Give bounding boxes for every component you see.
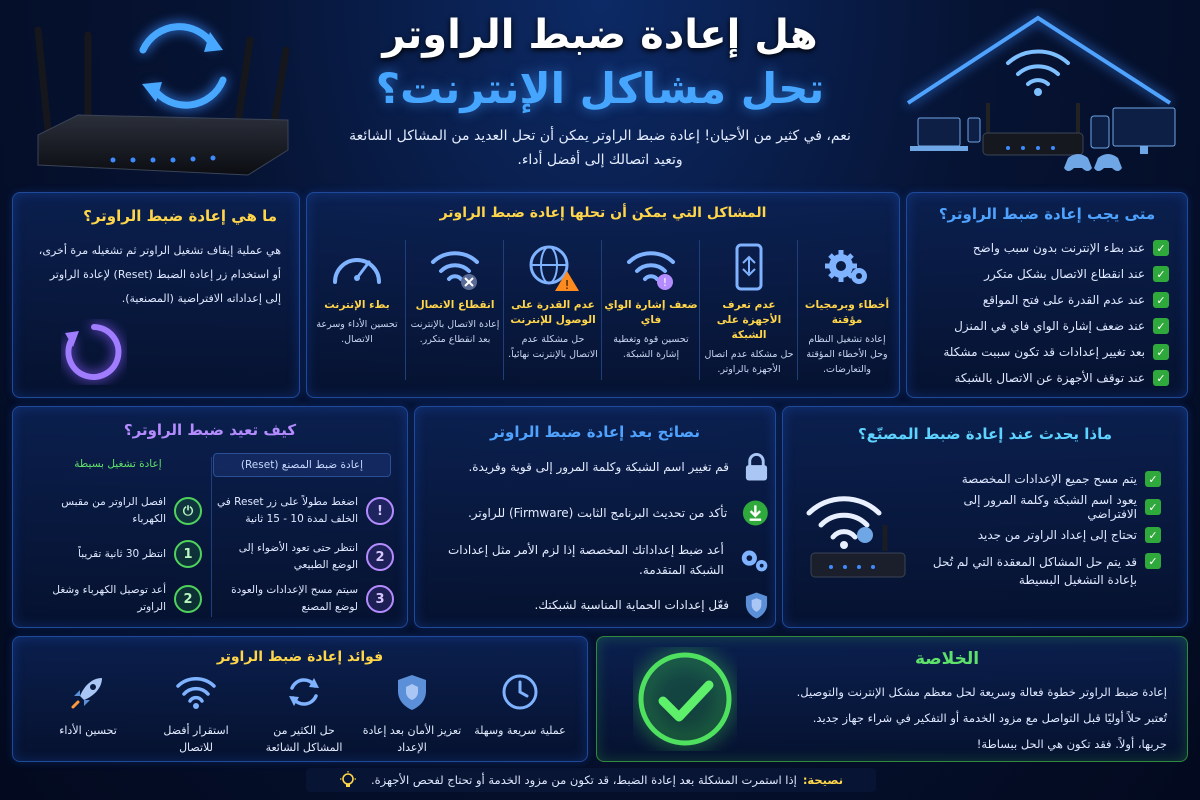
when-list [919, 235, 1169, 391]
house-devices-illustration [888, 8, 1188, 186]
simple-step: ⏻ افصل الراوتر من مقبس الكهرباء [40, 494, 202, 528]
check-icon: ✓ [1153, 292, 1169, 308]
tips-title: نصائح بعد إعادة ضبط الراوتر [490, 423, 700, 441]
problem-no-internet: ! عدم القدرة على الوصول للإنترنت حل مشكلة عدم الاتصال بالإنترنت نهائياً. [506, 240, 600, 362]
factory-step: 2 انتظر حتى تعود الأضواء إلى الوضع الطبيعي [210, 540, 394, 574]
shield-icon [392, 672, 432, 712]
router-wifi-icon [801, 483, 913, 587]
what-title: ما هي إعادة ضبط الراوتر؟ [83, 207, 277, 225]
how-title: كيف تعيد ضبط الراوتر؟ [123, 421, 297, 439]
benefit-item: تحسين الأداء [38, 672, 138, 739]
when-panel [906, 192, 1188, 398]
check-icon: ✓ [1153, 240, 1169, 256]
refresh-icon [284, 672, 324, 712]
problems-title: المشاكل التي يمكن أن تحلها إعادة ضبط الراوتر [439, 205, 767, 221]
footer-tip-text: إذا استمرت المشكلة بعد إعادة الضبط، قد تكون من مزود الخدمة أو تحتاج لفحص الأجهزة. [370, 773, 797, 787]
when-item: ✓ عند انقطاع الاتصال بشكل متكرر [919, 261, 1169, 287]
tip-item: أعد ضبط إعداداتك المخصصة إذا لزم الأمر مثل إعدادات الشبكة المتقدمة. [440, 540, 770, 580]
power-icon: ⏻ [174, 497, 202, 525]
factory-step: 3 سيتم مسح الإعدادات والعودة لوضع المصنع [210, 582, 394, 616]
when-title: متى يجب إعادة ضبط الراوتر؟ [938, 205, 1156, 223]
intro-text [300, 124, 900, 172]
intro-line2: وتعيد اتصالك إلى أفضل أداء. [517, 152, 683, 168]
check-icon: ✓ [1153, 266, 1169, 282]
what-description: هي عملية إيقاف تشغيل الراوتر ثم تشغيله مرة أخرى، أو استخدام زر إعادة الضبط (Reset) لإعادة الراوتر إلى إعداداته الافتراضية (المصنعية). [38, 244, 281, 305]
factory-reset-label: إعادة ضبط المصنع (Reset) [213, 453, 391, 477]
factory-item: ✓ تحتاج إلى إعداد الراوتر من جديد [915, 521, 1161, 549]
gears-icon [819, 244, 875, 292]
intro-line1: نعم، في كثير من الأحيان! إعادة ضبط الراوتر يمكن أن تحل العديد من المشاكل الشائعة [349, 128, 851, 144]
when-item: ✓ عند توقف الأجهزة عن الاتصال بالشبكة [919, 365, 1169, 391]
download-icon [741, 498, 770, 528]
simple-step: 1 انتظر 30 ثانية تقريباً [40, 540, 202, 568]
step-number-icon: 2 [174, 585, 202, 613]
shield-icon [743, 590, 770, 620]
refresh-icon [61, 319, 127, 385]
clock-icon [500, 672, 540, 712]
tip-item: فعّل إعدادات الحماية المناسبة لشبكتك. [440, 590, 770, 620]
simple-step: 2 أعد توصيل الكهرباء وشغل الراوتر [40, 582, 202, 616]
phone-icon [729, 243, 769, 293]
conclusion-text: إعادة ضبط الراوتر خطوة فعالة وسريعة لحل معظم مشكل الإنترنت والتوصيل. تُعتبر حلاً أوليًا قبل التواصل مع مزود الخدمة أو التفكير في شراء جهاز جديد. جربها، أولاً. فقد تكون هي الحل ببساطة! [796, 685, 1167, 751]
problem-weak-wifi: ! ضعف إشارة الواي فاي تحسين قوة وتغطية إشارة الشبكة. [604, 240, 698, 362]
page-title-line2: تحل مشاكل الإنترنت؟ [375, 64, 825, 113]
when-item: ✓ عند بطء الإنترنت بدون سبب واضح [919, 235, 1169, 261]
step-number-icon: 3 [366, 585, 394, 613]
problem-temp-errors: أخطاء وبرمجيات مؤقتة إعادة تشغيل النظام وحل الأخطاء المؤقتة والتعارضات. [800, 240, 894, 377]
when-item: ✓ بعد تغيير إعدادات قد تكون سببت مشكلة [919, 339, 1169, 365]
when-item: ✓ عند ضعف إشارة الواي فاي في المنزل [919, 313, 1169, 339]
benefit-item: تعزيز الأمان بعد إعادة الإعداد [362, 672, 462, 756]
conclusion-title: الخلاصة [914, 649, 980, 669]
footer-tip-label: نصيحة: [802, 773, 844, 787]
wifi-off-icon [427, 244, 483, 292]
benefit-item: عملية سريعة وسهلة [470, 672, 570, 739]
tip-item: قم تغيير اسم الشبكة وكلمة المرور إلى قوية وفريدة. [440, 452, 770, 482]
factory-list [915, 465, 1161, 589]
tip-item: تأكد من تحديث البرنامج الثابت (Firmware) للراوتر. [440, 498, 770, 528]
factory-item: ✓ يتم مسح جميع الإعدادات المخصصة [915, 465, 1161, 493]
globe-warning-icon [525, 243, 581, 293]
simple-restart-label: إعادة تشغيل بسيطة [74, 458, 162, 470]
svg-text:!: ! [564, 278, 570, 292]
factory-title: ماذا يحدث عند إعادة ضبط المصنّع؟ [857, 425, 1113, 443]
benefit-item: حل الكثير من المشاكل الشائعة [254, 672, 354, 756]
check-icon: ✓ [1145, 553, 1161, 569]
problem-slow-internet: بطء الإنترنت تحسين الأداء وسرعة الاتصال. [310, 240, 404, 347]
step-number-icon: ! [366, 497, 394, 525]
lock-icon [743, 452, 770, 482]
check-icon: ✓ [1145, 499, 1161, 515]
problem-devices-not-recognized: عدم تعرف الأجهزة على الشبكة حل مشكلة عدم اتصال الأجهزة بالراوتر. [702, 240, 796, 377]
factory-item: ✓ قد يتم حل المشاكل المعقدة التي لم تُحل بإعادة التشغيل البسيطة [915, 549, 1161, 589]
problem-disconnection: انقطاع الاتصال إعادة الاتصال بالإنترنت بعد انقطاع متكرر. [408, 240, 502, 347]
conclusion-panel [596, 636, 1188, 762]
check-icon: ✓ [1153, 344, 1169, 360]
when-item: ✓ عند عدم القدرة على فتح المواقع [919, 287, 1169, 313]
check-icon: ✓ [1153, 318, 1169, 334]
page-title-line1: هل إعادة ضبط الراوتر [382, 12, 818, 58]
check-icon: ✓ [1153, 370, 1169, 386]
rocket-icon [68, 672, 108, 712]
benefits-title: فوائد إعادة ضبط الراوتر [216, 649, 384, 665]
factory-panel [782, 406, 1188, 628]
step-number-icon: 2 [366, 543, 394, 571]
benefit-item: استقرار أفضل للاتصال [146, 672, 246, 756]
check-icon: ✓ [1145, 527, 1161, 543]
factory-step: ! اضغط مطولاً على زر Reset في الخلف لمدة 10 - 15 ثانية [210, 494, 394, 528]
speedometer-icon [329, 244, 385, 292]
success-check-icon [633, 647, 737, 751]
lightbulb-icon [339, 771, 357, 789]
what-panel [12, 192, 300, 398]
svg-text:!: ! [662, 276, 668, 289]
wifi-icon [174, 672, 218, 712]
gears-icon [738, 544, 770, 576]
step-number-icon: 1 [174, 540, 202, 568]
factory-item: ✓ يعود اسم الشبكة وكلمة المرور إلى الافتراضي [915, 493, 1161, 521]
router-illustration [18, 10, 298, 185]
check-icon: ✓ [1145, 471, 1161, 487]
wifi-warning-icon [623, 244, 679, 292]
footer-tip [306, 768, 876, 792]
